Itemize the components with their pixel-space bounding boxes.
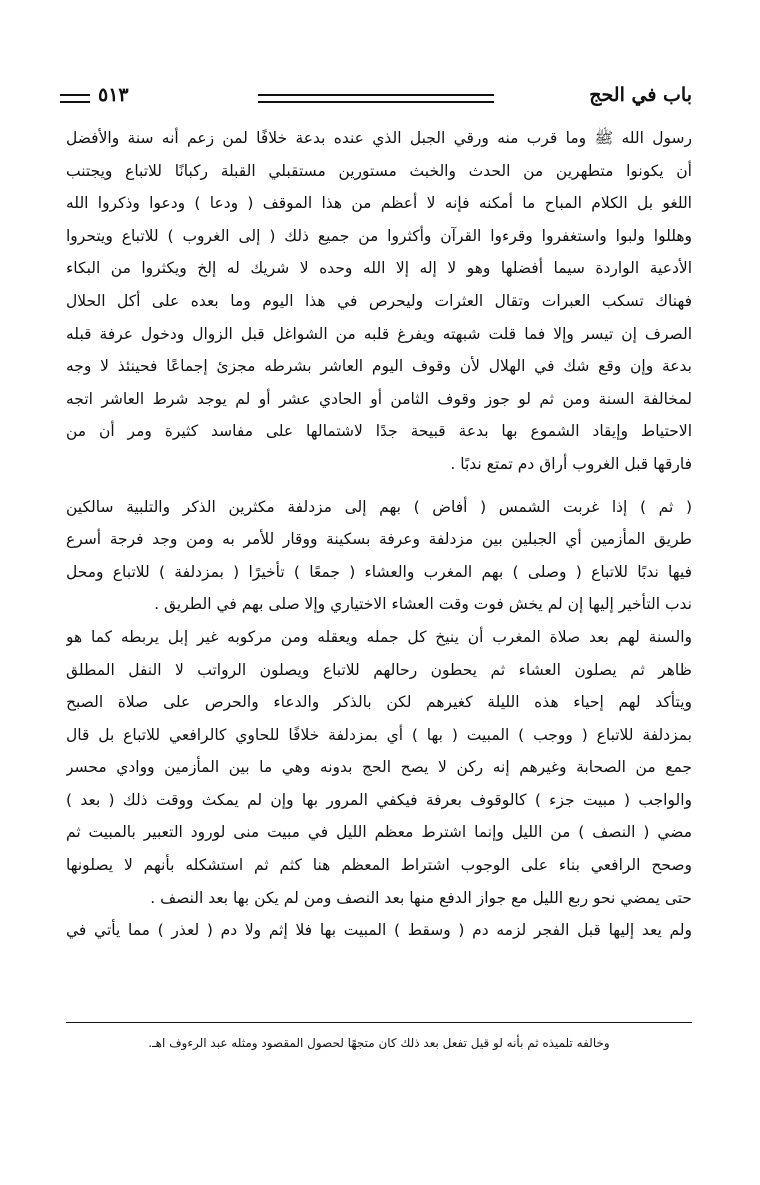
- main-text: [66, 122, 692, 947]
- footnote-separator: [66, 1022, 692, 1023]
- paragraph-1: [66, 122, 692, 481]
- text-line: ويتأكد لهم إحياء هذه الليلة كغيرهم لكن بالذكر والدعاء والحرص على صلاة الصبح: [66, 693, 692, 712]
- text-line: ندب التأخير إليها إن لم يخش فوت وقت العشاء الاختياري وإلا صلى بهم في الطريق .: [154, 595, 692, 614]
- text-line: ظاهر ثم يصلون العشاء ثم يحطون رحالهم للاتباع ويصلون الرواتب لا النفل المطلق: [66, 660, 692, 679]
- text-line: وصحح الرافعي بناء على الوجوب اشتراط المعظم هنا كثم ثم استشكله بأنهم لا يصلونها: [66, 856, 692, 875]
- paragraph-2: [66, 491, 692, 947]
- text-line: بدعة وإن وقع شك في الهلال لأن وقوف اليوم العاشر بشرطه مجزئ إجماعًا فحينئذ لا وجه: [66, 357, 692, 376]
- text-line: أن يكونوا متطهرين من الحدث والخبث مستورين مستقبلي القبلة ركبانًا للاتباع ويجتنب: [66, 161, 692, 180]
- header-rule-middle: [258, 94, 494, 103]
- text-line: الاحتياط وإيقاد الشموع بها بدعة قبيحة جدًا لاشتمالها على مفاسد كثيرة ومر أن من: [66, 422, 692, 441]
- text-line: طريق المأزمين أي الجبلين بين مزدلفة وعرفة بسكينة ووقار للأمر به ومن وجد فرجة أسرع: [66, 530, 692, 549]
- text-line: الصرف إن تيسر وإلا فما قلت شبهته ويفرغ قلبه من الشواغل قبل الزوال ودخول عرفة قبله: [66, 324, 692, 343]
- paragraph-gap: [66, 481, 692, 491]
- text-line: فهناك تسكب العبرات وتقال العثرات وليحرص في هذا اليوم وما بعده على أكل الحلال: [66, 291, 692, 310]
- text-line: فارقها قبل الغروب أراق دم تمتع ندبًا .: [450, 454, 692, 473]
- text-line: بمزدلفة للاتباع ( ووجب ) المبيت ( بها ) أي بمزدلفة خلافًا للحاوي كالرافعي للاتباع بل قال: [66, 725, 692, 744]
- text-line: ( ثم ) إذا غربت الشمس ( أفاض ) بهم إلى مزدلفة مكثرين الذكر والتلبية سالكين: [66, 497, 692, 516]
- chapter-title: باب في الحج: [589, 84, 692, 106]
- text-line: اللغو بل الكلام المباح ما أمكنه فإنه لا أعظم من هذا الموقف ( ودعا ) ودعوا وذكروا الله: [66, 194, 692, 213]
- text-line: الأدعية الواردة سيما أفضلها وهو لا إله إلا الله وحده لا شريك له إلخ ويكثروا من البكاء: [66, 259, 692, 278]
- text-line: وهللوا ولبوا واستغفروا وقرءوا القرآن وأكثروا من جميع ذلك ( إلى الغروب ) للاتباع ويتحروا: [66, 226, 692, 245]
- page-number: ٥١٣: [98, 84, 129, 106]
- text-line: والسنة لهم بعد صلاة المغرب أن ينيخ كل جمله ويعقله ومن مركوبه غير إبل يربطه كما هو: [66, 627, 692, 646]
- text-line: جمع من الصحابة وغيرهم إنه ركن لا يصح الحج بدونه وهي ما بين المأزمين ووادي محسر: [66, 758, 692, 777]
- text-line: ولم يعد إليها قبل الفجر لزمه دم ( وسقط ) المبيت بها فلا إثم ولا دم ( لعذر ) مما يأتي في: [66, 921, 692, 940]
- text-line: والواجب ( مبيت جزء ) كالوقوف بعرفة فيكفي المرور بها وإن لم يمكث ووقت ذلك ( بعد ): [66, 790, 692, 809]
- text-line: فيها ندبًا للاتباع ( وصلى ) بهم المغرب والعشاء ( جمعًا ) تأخيرًا ( بمزدلفة ) للاتباع ومحل: [66, 562, 692, 581]
- running-header: [60, 84, 692, 114]
- text-line: حتى يمضي نحو ربع الليل مع جواز الدفع منها بعد النصف ومن لم يكن بها بعد النصف .: [150, 888, 692, 907]
- header-rule-left: [60, 94, 90, 103]
- text-line: لمخالفة السنة ومن ثم لو جوز وقوف الثامن أو الحادي عشر أو لم يوجد شرط العاشر اتجه: [66, 389, 692, 408]
- text-line: مضي ( النصف ) من الليل وإنما اشترط معظم الليل في مبيت منى لورود التعبير بالمبيت ثم: [66, 823, 692, 842]
- text-line: رسول الله ﷺ وما قرب منه ورقي الجبل الذي عنده بدعة خلافًا لمن زعم أنه سنة والأفضل: [66, 129, 692, 147]
- footnote: وخالفه تلميذه ثم بأنه لو قيل تفعل بعد ذلك كان متجهًا لحصول المقصود ومثله عبد الرءوف اهـ.: [148, 1036, 610, 1050]
